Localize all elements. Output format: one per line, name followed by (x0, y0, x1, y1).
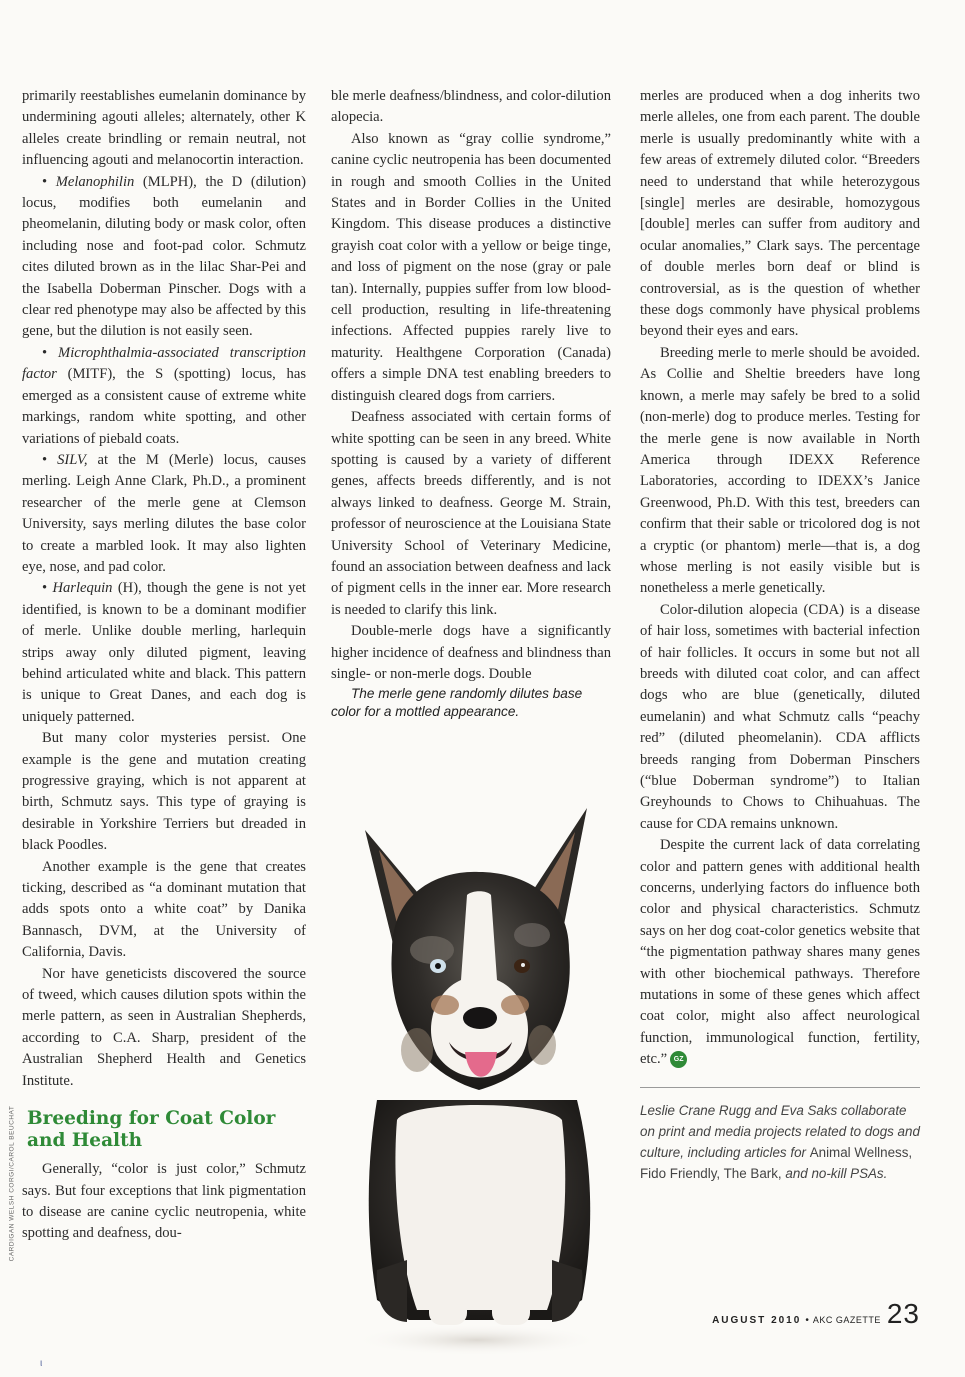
photo-credit: CARDIGAN WELSH CORGI/CAROL BEUCHAT (8, 1105, 16, 1262)
paragraph: Deafness associated with certain forms of white spotting can be seen in any breed. White spotting is caused by a variety of different genes, affects breeds differently, and is not always linked to deafness. George M. Strain, professor of neuroscience at the Louisiana State University School of Veterinary Medicine, found an association between deafness and lack of pigment cells in the inner ear. More research is needed to clarify this link. (331, 409, 611, 618)
paragraph: Color-dilution alopecia (CDA) is a disease of hair loss, sometimes with bacterial infection of hair follicles. It occurs in some but not all breeds with diluted coat color, and can affect dogs who are blue (genetically, diluted eumelanin) and what Schmutz calls “peachy red” (diluted pheomelanin). CDA afflicts breeds ranging from Doberman Pinschers (“blue Doberman syndrome”) to Italian Greyhounds to Chows to Chihuahuas. The cause for CDA remains unknown. (640, 601, 920, 832)
gene-text: (MITF), the S (spotting) locus, has emerged as a consistent cause of extreme white markings, random white spotting, and other variations of piebald coats. (22, 366, 306, 447)
author-bio (640, 1087, 920, 1184)
separator: • (805, 1315, 809, 1326)
paragraph: Generally, “color is just color,” Schmutz says. But four exceptions that link pigmentation to disease are canine cyclic neutropenia, white spotting and deafness, dou- (22, 1161, 306, 1242)
paragraph: Nor have geneticists discovered the source of tweed, which causes dilution spots within the merle pattern, as seen in Australian Shepherds, according to C.A. Sharp, president of the Australian Shepherd Health and Genetics Institute. (22, 965, 306, 1089)
gene-label: SILV, (57, 451, 88, 468)
paragraph: primarily reestablishes eumelanin dominance by undermining agouti alleles; alternately, other K alleles create brindling or remain neutral, not influencing agouti and melanocortin interaction. (22, 88, 306, 169)
bullet-harlequin: • Harlequin (H), though the gene is not yet identified, is known to be a dominant modifier of merle. Unlike double merling, harlequin strips away only diluted pigment, leaving behind articulated white and black. This pattern is unique to Great Danes, and each dog is uniquely patterned. (22, 580, 306, 725)
gene-label: Harlequin (52, 580, 113, 597)
page-number: 23 (886, 1298, 920, 1329)
paragraph: Breeding merle to merle should be avoided. As Collie and Sheltie breeders have long known, a merle may safely be bred to a solid (non-merle) dog to produce merles. Testing for the merle gene is now available in North America through IDEXX Reference Laboratories, according to IDEXX’s Janice Greenwood, Ph.D. With this test, breeders can confirm that their sable or tricolored dog is not a cryptic (or phantom) merle—that is, a dog whose merling is not easily visible but is nonetheless a merle genetically. (640, 344, 920, 597)
column-3 (640, 86, 920, 1184)
corgi-photo (337, 800, 615, 1356)
paragraph: Also known as “gray collie syndrome,” canine cyclic neutropenia has been documented in rough and smooth Collies in the United States and in Border Collies in the United Kingdom. This disease produces a distinctive grayish coat color with a yellow or beige tinge, and loss of pigment on the nose (gray or pale tan). Internally, puppies suffer from low blood-cell production, resulting in life-threatening infections. Affected puppies rarely live to maturity. Healthgene Corporation (Canada) offers a simple DNA test enabling breeders to distinguish cleared dogs from carriers. (331, 130, 611, 404)
paragraph (640, 835, 920, 1070)
column-1 (22, 86, 306, 1245)
column-2 (331, 86, 611, 721)
gene-text: (H), though the gene is not yet identified, is known to be a dominant modifier of merle. Unlike double merling, harlequin strips away only diluted pigment, leaving behind articulated white and black. This pattern is unique to Great Danes, and each dog is uniquely patterned. (22, 580, 306, 725)
end-mark-icon: GZ (670, 1051, 687, 1068)
bio-text: Leslie Crane Rugg and Eva Saks collaborate on print and media projects related to dogs and culture, including articles for (640, 1102, 920, 1160)
bio-text: and no-kill PSAs. (781, 1165, 888, 1181)
gene-label: Microphthalmia-associated transcription factor (22, 344, 306, 383)
paragraph: merles are produced when a dog inherits two merle alleles, one from each parent. The double merle is usually predominantly white with a few areas of extremely diluted color. “Breeders need to understand that while heterozygous [single] merles are desirable, homozygous [double] merles can suffer from auditory and ocular anomalies,” Clark says. The percentage of double merles born deaf or blind is controversial, as is the question of whether these dogs commonly have physical problems beyond their eyes and ears. (640, 88, 920, 340)
gene-text: (MLPH), the D (dilution) locus, modifies both eumelanin and pheomelanin, diluting body or mask color, often including nose and foot-pad color. Schmutz cites diluted brown as in the lilac Shar-Pei and the Isabella Doberman Pinscher. Dogs with a clear red phenotype may also be affected by this gene, but the dilution is not easily seen. (22, 173, 306, 340)
section-heading: Breeding for Coat Color and Health (27, 1108, 276, 1152)
bullet-silv: • SILV, at the M (Merle) locus, causes merling. Leigh Anne Clark, Ph.D., a prominent researcher of the merle gene at Clemson University, says merling dilutes the base color to create a marbled look. It may also lighten eye, nose, and pad color. (22, 451, 306, 575)
paragraph: But many color mysteries persist. One example is the gene and mutation creating progressive graying, which is not apparent at birth, Schmutz says. This type of graying is desirable in Yorkshire Terriers but dreaded in black Poodles. (22, 730, 306, 854)
bio-publications: Animal Wellness, Fido Friendly, The Bark, (640, 1144, 913, 1181)
issue-date: AUGUST 2010 (712, 1315, 802, 1326)
margin-mark-icon: ι (40, 1358, 43, 1369)
bullet-mitf: • Microphthalmia-associated transcription factor (MITF), the S (spotting) locus, has emerged as a consistent cause of extreme white markings, random white spotting, and other variations of piebald coats. (22, 344, 306, 447)
paragraph: Double-merle dogs have a significantly higher incidence of deafness and blindness than single- or non-merle dogs. Double (331, 623, 611, 682)
publication-name: AKC GAZETTE (812, 1315, 881, 1325)
bullet-melanophilin: • Melanophilin (MLPH), the D (dilution) locus, modifies both eumelanin and pheomelanin, diluting body or mask color, often including nose and foot-pad color. Schmutz cites diluted brown as in the lilac Shar-Pei and the Isabella Doberman Pinscher. Dogs with a clear red phenotype may also be affected by this gene, but the dilution is not easily seen. (22, 173, 306, 340)
photo-caption: The merle gene randomly dilutes base color for a mottled appearance. (331, 686, 583, 720)
paragraph-text: Despite the current lack of data correlating color and pattern genes with additional health concerns, underlying factors do influence both color and physical characteristics. Schmutz says on her dog coat-color genetics website that “the pigmentation pathway shares many genes with other biochemical pathways. Therefore mutations in some of these genes which affect coat color, might also affect neurological function, immunological function, fertility, etc.” (640, 837, 920, 1068)
paragraph: ble merle deafness/blindness, and color-dilution alopecia. (331, 88, 611, 126)
gene-text: at the M (Merle) locus, causes merling. Leigh Anne Clark, Ph.D., a prominent researcher of the merle gene at Clemson University, says merling dilutes the base color to create a marbled look. It may also lighten eye, nose, and pad color. (22, 451, 306, 575)
page-footer (712, 1298, 920, 1330)
paragraph: Another example is the gene that creates ticking, described as “a dominant mutation that adds spots onto a white coat” by Danika Bannasch, DVM, at the University of California, Davis. (22, 858, 306, 961)
gene-label: Melanophilin (55, 173, 135, 190)
